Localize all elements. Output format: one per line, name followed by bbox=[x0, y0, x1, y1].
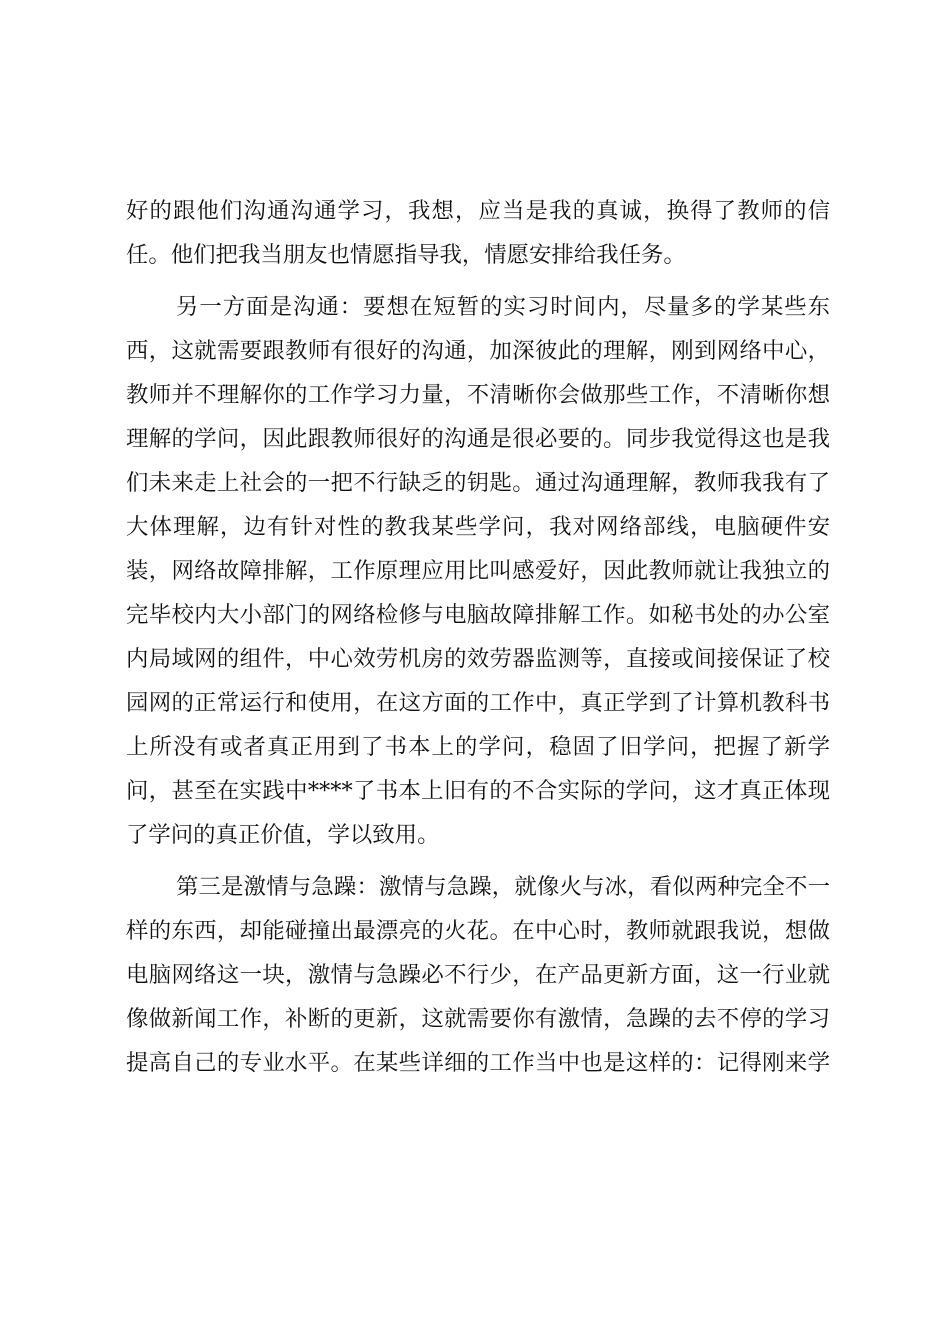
text-line: 了学问的真正价值，学以致用。 bbox=[126, 822, 440, 848]
text-line: 西，这就需要跟教师有很好的沟通，加深彼此的理解，刚到网络中心， bbox=[126, 338, 830, 364]
text-line: 问，甚至在实践中****了书本上旧有的不合实际的学问，这才真正体现 bbox=[126, 778, 830, 804]
text-line: 任。他们把我当朋友也情愿指导我，情愿安排给我任务。 bbox=[126, 242, 686, 268]
text-line: 大体理解，边有针对性的教我某些学问，我对网络部线，电脑硬件安 bbox=[126, 514, 830, 540]
text-line: 像做新闻工作，补断的更新，这就需要你有激情，急躁的去不停的学习 bbox=[126, 1006, 830, 1032]
text-line: 完毕校内大小部门的网络检修与电脑故障排解工作。如秘书处的办公室 bbox=[126, 602, 830, 628]
text-line: 们未来走上社会的一把不行缺乏的钥匙。通过沟通理解，教师我我有了 bbox=[126, 470, 830, 496]
text-line: 上所没有或者真正用到了书本上的学问，稳固了旧学问，把握了新学 bbox=[126, 734, 830, 760]
paragraph-first-line: 第三是激情与急躁：激情与急躁，就像火与冰，看似两种完全不一 bbox=[176, 874, 830, 900]
text-line: 提高自己的专业水平。在某些详细的工作当中也是这样的：记得刚来学 bbox=[126, 1050, 830, 1076]
text-line: 内局域网的组件，中心效劳机房的效劳器监测等，直接或间接保证了校 bbox=[126, 646, 830, 672]
text-line: 电脑网络这一块，激情与急躁必不行少，在产品更新方面，这一行业就 bbox=[126, 962, 830, 988]
text-line: 教师并不理解你的工作学习力量，不清晰你会做那些工作，不清晰你想 bbox=[126, 382, 830, 408]
paragraph-first-line: 另一方面是沟通：要想在短暂的实习时间内，尽量多的学某些东 bbox=[176, 294, 830, 320]
text-line: 样的东西，却能碰撞出最漂亮的火花。在中心时，教师就跟我说，想做 bbox=[126, 918, 830, 944]
text-line: 园网的正常运行和使用，在这方面的工作中，真正学到了计算机教科书 bbox=[126, 690, 830, 716]
text-line: 好的跟他们沟通沟通学习，我想，应当是我的真诚，换得了教师的信 bbox=[126, 198, 830, 224]
text-line: 理解的学问，因此跟教师很好的沟通是很必要的。同步我觉得这也是我 bbox=[126, 426, 830, 452]
text-line: 装，网络故障排解，工作原理应用比叫感爱好，因此教师就让我独立的 bbox=[126, 558, 830, 584]
